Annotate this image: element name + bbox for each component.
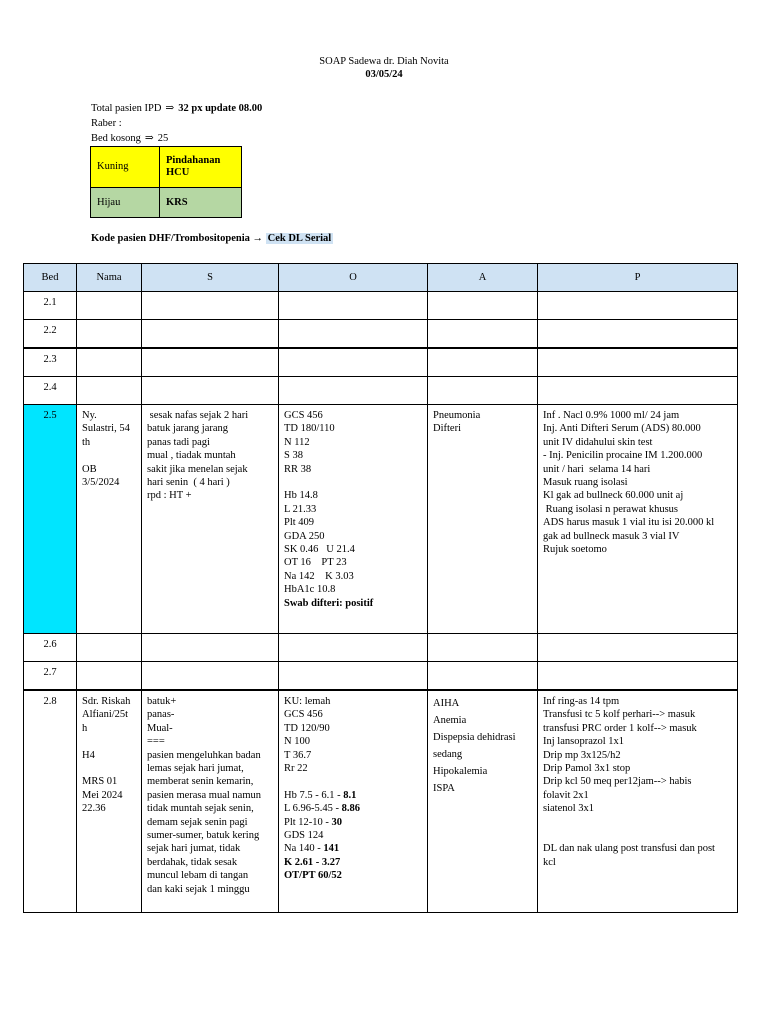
text-line: L 21.33 <box>284 503 317 515</box>
text-line: RR 38 <box>284 463 312 475</box>
text-line: hari senin ( 4 hari ) <box>147 477 230 489</box>
text-line: Drip Pamol 3x1 stop <box>543 763 631 775</box>
obj-line: TD 120/90 <box>284 722 330 734</box>
total-patients-label: Total pasien IPD <box>91 103 162 114</box>
lab-latest: 8.86 <box>341 803 361 815</box>
text-line <box>82 735 136 748</box>
text-line: Plt 409 <box>284 517 315 529</box>
text-line: Inf ring-as 14 tpm <box>543 696 620 707</box>
document-date: 03/05/24 <box>365 69 403 80</box>
cell-assessment <box>428 405 538 634</box>
text-line: Masuk ruang isolasi <box>543 477 628 489</box>
lab-latest: 30 <box>331 816 343 828</box>
text-line: panas- <box>147 709 175 721</box>
text-line: - Inj. Penicilin procaine IM 1.200.000 <box>543 450 703 462</box>
bed-number: 2.5 <box>24 405 77 634</box>
text-line: dan kaki sejak 1 minggu <box>147 883 250 895</box>
cell-plan <box>538 405 738 634</box>
text-line: muncul lebam di tangan <box>147 870 249 882</box>
lab-latest: 8.1 <box>343 789 357 801</box>
table-row <box>24 377 738 405</box>
text-line: h <box>82 722 88 734</box>
column-header-a: A <box>428 264 538 292</box>
text-line: S 38 <box>284 450 303 462</box>
text-line: OB <box>82 463 97 475</box>
text-line: ISPA <box>433 783 455 794</box>
text-line: batuk+ <box>147 696 177 707</box>
text-line: Hipokalemia <box>433 766 488 777</box>
text-line: H4 <box>82 749 95 761</box>
bed-number: 2.8 <box>24 690 77 912</box>
text-line: Difteri <box>433 423 461 435</box>
text-line: sesak nafas sejak 2 hari <box>147 410 249 421</box>
table-row <box>24 662 738 691</box>
arrow-icon: ⇒ <box>144 133 154 144</box>
obj-line <box>284 789 422 802</box>
table-row <box>24 348 738 377</box>
text-line: Mual- <box>147 722 173 734</box>
lab-trend: Na 140 - <box>284 843 324 855</box>
text-line: sumer-sumer, batuk kering <box>147 830 260 842</box>
lab-latest: 141 <box>323 843 340 855</box>
ward-summary <box>91 101 262 146</box>
cell-objective <box>279 405 428 634</box>
text-line: ADS harus masuk 1 vial itu isi 20.000 kl <box>543 517 715 529</box>
cell-objective <box>279 690 428 912</box>
text-line: Mei 2024 <box>82 789 123 801</box>
arrow-icon: ⇒ <box>165 103 175 114</box>
column-header-nama: Nama <box>77 264 142 292</box>
obj-line: N 100 <box>284 736 310 748</box>
document-title: SOAP Sadewa dr. Diah Novita <box>319 56 449 67</box>
text-line: batuk jarang jarang <box>147 423 229 435</box>
text-line: gak ad bullneck masuk 3 vial IV <box>543 530 680 542</box>
column-header-s: S <box>142 264 279 292</box>
text-line: Sulastri, 54 <box>82 423 130 435</box>
text-line: Na 142 K 3.03 <box>284 570 354 582</box>
text-line: pasien merasa mual namun <box>147 789 262 801</box>
table-row <box>24 405 738 634</box>
patient-code-highlight: Cek DL Serial <box>267 233 332 244</box>
text-line: Rujuk soetomo <box>543 544 607 556</box>
obj-line: T 36.7 <box>284 749 312 761</box>
text-line <box>543 816 732 829</box>
text-line: Inf . Nacl 0.9% 1000 ml/ 24 jam <box>543 410 680 421</box>
table-row <box>24 320 738 349</box>
legend-color-label: Kuning <box>91 147 160 188</box>
obj-line <box>284 802 422 815</box>
obj-line: OT/PT 60/52 <box>284 870 342 882</box>
cell-assessment <box>428 690 538 912</box>
patient-code-note <box>91 233 333 244</box>
text-line: Ruang isolasi n perawat khusus <box>543 503 679 515</box>
obj-line: KU: lemah <box>284 696 331 707</box>
text-line: GDA 250 <box>284 530 325 542</box>
text-line: Drip mp 3x125/h2 <box>543 749 621 761</box>
text-line: Hb 14.8 <box>284 490 318 502</box>
text-line: tidak muntah sejak senin, <box>147 803 254 815</box>
cell-nama <box>77 690 142 912</box>
text-line: unit IV didahului skin test <box>543 436 653 448</box>
color-legend <box>90 146 242 218</box>
lab-trend: Hb 7.5 - 6.1 - <box>284 789 344 801</box>
legend-meaning: Pindahanan HCU <box>160 147 242 188</box>
text-line: Anemia <box>433 715 467 726</box>
table-row <box>24 292 738 320</box>
legend-row-kuning <box>91 147 242 188</box>
obj-line: GDS 124 <box>284 830 324 842</box>
bed-number: 2.3 <box>24 348 77 377</box>
obj-line: GCS 456 <box>284 709 323 721</box>
text-line <box>284 476 422 489</box>
soap-table <box>23 263 738 913</box>
text-line: th <box>82 436 91 448</box>
text-line: sejak hari jumat, tidak <box>147 843 241 855</box>
cell-plan <box>538 690 738 912</box>
text-line: Sdr. Riskah <box>82 696 131 707</box>
text-line <box>82 449 136 462</box>
obj-line <box>284 842 422 855</box>
text-line <box>82 762 136 775</box>
column-header-o: O <box>279 264 428 292</box>
text-line: Transfusi tc 5 kolf perhari--> masuk <box>543 709 696 721</box>
column-header-bed: Bed <box>24 264 77 292</box>
cell-subjective <box>142 690 279 912</box>
text-line: Inj. Anti Difteri Serum (ADS) 80.000 <box>543 423 701 435</box>
empty-beds-label: Bed kosong <box>91 133 141 144</box>
legend-row-hijau <box>91 188 242 218</box>
obj-line: K 2.61 - 3.27 <box>284 856 341 868</box>
text-line: Drip kcl 50 meq per12jam--> habis <box>543 776 692 788</box>
text-line: folavit 2x1 <box>543 789 589 801</box>
legend-color-label: Hijau <box>91 188 160 218</box>
text-line: OT 16 PT 23 <box>284 557 347 569</box>
bed-number: 2.1 <box>24 292 77 320</box>
text-line: Inj lansoprazol 1x1 <box>543 736 625 748</box>
obj-line: Rr 22 <box>284 763 308 775</box>
text-line: 22.36 <box>82 803 106 815</box>
document-header <box>0 55 768 81</box>
bed-number: 2.2 <box>24 320 77 349</box>
raber-label: Raber : <box>91 118 122 129</box>
empty-beds-line <box>91 131 262 146</box>
text-line: TD 180/110 <box>284 423 335 435</box>
text-line: memberat senin kemarin, <box>147 776 254 788</box>
text-line: MRS 01 <box>82 776 118 788</box>
text-line: panas tadi pagi <box>147 436 210 448</box>
cell-subjective <box>142 405 279 634</box>
empty-beds-value: 25 <box>157 133 169 144</box>
text-line: kcl <box>543 856 556 868</box>
text-line: transfusi PRC order 1 kolf--> masuk <box>543 722 697 734</box>
text-line: mual , tiadak muntah <box>147 450 236 462</box>
legend-meaning: KRS <box>160 188 242 218</box>
text-line: === <box>147 736 165 748</box>
text-line: AIHA <box>433 698 460 709</box>
column-header-p: P <box>538 264 738 292</box>
text-line: sakit jika menelan sejak <box>147 463 248 475</box>
text-line: berdahak, tidak sesak <box>147 856 238 868</box>
text-line: Pneumonia <box>433 410 481 421</box>
text-line: GCS 456 <box>284 410 323 421</box>
patient-code-text: Kode pasien DHF/Trombositopenia → <box>91 233 264 244</box>
lab-trend: Plt 12-10 - <box>284 816 332 828</box>
text-line: SK 0.46 U 21.4 <box>284 544 355 556</box>
text-line: lemas sejak hari jumat, <box>147 763 244 775</box>
text-line: Kl gak ad bullneck 60.000 unit aj <box>543 490 684 502</box>
total-patients-value: 32 px update 08.00 <box>178 103 263 114</box>
text-line: unit / hari selama 14 hari <box>543 463 651 475</box>
table-row <box>24 634 738 662</box>
total-patients-line <box>91 101 262 116</box>
text-line: HbA1c 10.8 <box>284 584 336 596</box>
bed-number: 2.6 <box>24 634 77 662</box>
obj-line <box>284 816 422 829</box>
table-row <box>24 690 738 912</box>
bed-number: 2.7 <box>24 662 77 691</box>
text-line: Dispepsia dehidrasi <box>433 732 516 743</box>
text-line: sedang <box>433 749 463 760</box>
cell-nama <box>77 405 142 634</box>
text-line: rpd : HT + <box>147 490 192 502</box>
text-line: DL dan nak ulang post transfusi dan post <box>543 843 715 855</box>
text-line: 3/5/2024 <box>82 477 120 489</box>
bed-number: 2.4 <box>24 377 77 405</box>
text-line: siatenol 3x1 <box>543 803 595 815</box>
text-line: Ny. <box>82 410 97 421</box>
text-line: N 112 <box>284 436 310 448</box>
text-line: Alfiani/25t <box>82 709 129 721</box>
text-line: demam sejak senin pagi <box>147 816 248 828</box>
objective-lines <box>284 409 422 597</box>
text-line <box>543 829 732 842</box>
swab-result: Swab difteri: positif <box>284 597 374 609</box>
lab-trend: L 6.96-5.45 - <box>284 803 342 815</box>
table-header-row <box>24 264 738 292</box>
text-line: pasien mengeluhkan badan <box>147 749 261 761</box>
